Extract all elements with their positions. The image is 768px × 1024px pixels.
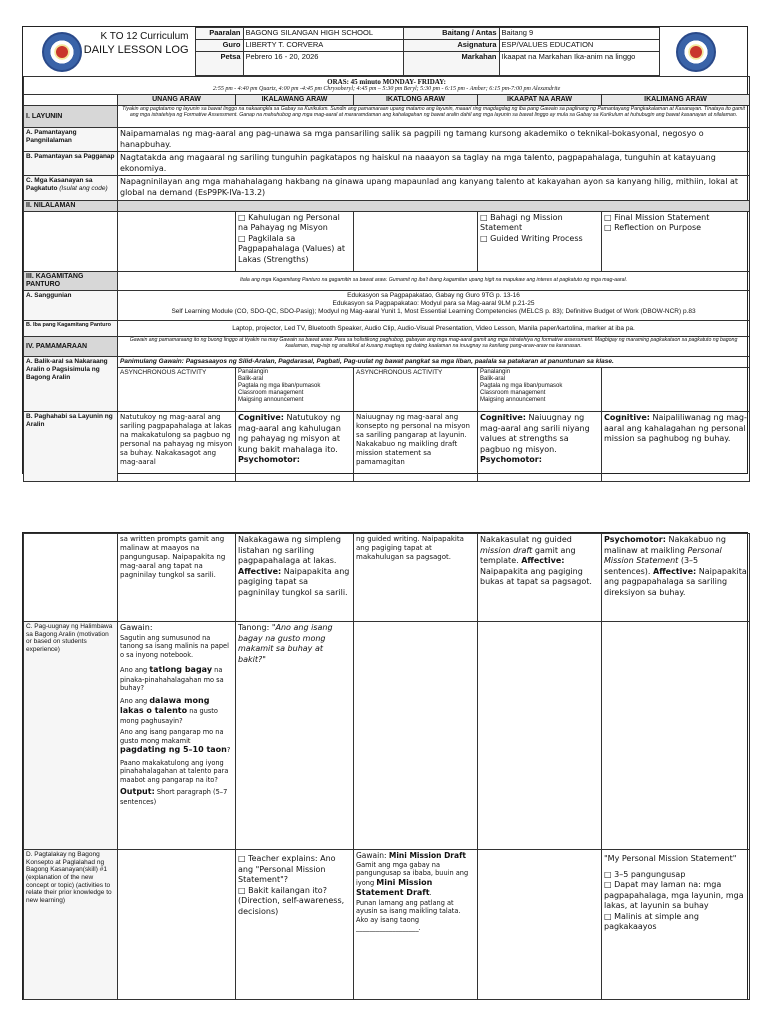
header-table [23,27,749,76]
kasanayan-text: Napagninilayan ang mga mahahalagang hakbang na ginawa upang mapaunlad ang kanyang talento at kakayahan ayon sa kanyang hilig, mithiin, lokal at global na demand (EsP9PK-IVa-13.2) [118,176,750,200]
lesson-table-bottom [23,533,750,1000]
curriculum-label: K TO 12 Curriculum [100,30,189,42]
lesson-table-top [23,76,750,482]
balik-aral-day2-item: Panalangin [238,368,269,375]
paghahabi-day3-cont: ng guided writing. Naipapakita ang pagiging tapat at makahulugan sa pagsagot. [354,534,478,622]
paghahabi-day5-psy-a: Nakakabuo ng malinaw at maikling [604,535,726,555]
pagtalakay-day5-item: □ Dapat may laman na: mga pagpapahalaga, mga layunin, mga lakas, at layunin sa buhay [604,880,744,911]
gawain-title: Gawain: [120,623,153,632]
oras-label: ORAS: 45 minuto MONDAY- FRIDAY: [327,77,446,86]
pagtalakay-day3-line: Ako ay isang taong ___________________. [356,915,421,933]
paghahabi-day5-cog-label: Cognitive: [604,412,650,422]
paghahabi-day5-aff-label: Affective: [653,566,697,576]
nilalaman-day5-item: □ Final Mission Statement [604,212,710,222]
pamantayang-pangnilalaman-label: A. Pamantayang Pangnilalaman [24,128,118,152]
paghahabi-day1: Natutukoy ng mag-aaral ang sariling pagpapahalaga at lakas na makakatulong sa pagbuo ng personal na pahayag ng misyon sa buhay. Nakakasagot ang mag-aaral [118,411,236,481]
layunin-label: I. LAYUNIN [24,106,118,128]
paghahabi-day5-psy-i: Personal Mission Statement [604,545,722,566]
paghahabi-day4-aff-label: Affective: [521,556,565,566]
pagtalakay-day2-item: □ Teacher explains: Ano ang "Personal Mission Statement"? [238,854,336,885]
kasanayan-label: C. Mga Kasanayan sa Pagkatuto [26,177,93,193]
balik-aral-day4-item: Pagtala ng mga liban/pumasok [480,383,563,390]
paaralan-label: Paaralan [195,28,243,40]
day-header-3: IKATLONG ARAW [354,95,478,106]
question-3: Ano ang isang pangarap mo na gusto mong makamit pagdating ng 5–10 taon? [120,728,231,755]
gawain-intro: Sagutin ang sumusunod na tanong sa isang malinis na papel o sa inyong notebook. [120,633,229,659]
balik-aral-day4-item: Classroom management [480,390,546,397]
day-header-2: IKALAWANG ARAW [236,95,354,106]
pag-uugnay-label: C. Pag-uugnay ng Halimbawa sa Bagong Aralin (motivation or based on students experience) [24,622,118,850]
petsa-label: Petsa [195,51,243,75]
day-header-1: UNANG ARAW [118,95,236,106]
paghahabi-day5-psy-b: (3–5 sentences). [604,556,699,576]
page-title: DAILY LESSON LOG [83,44,189,57]
paghahabi-day4-cog: Naiuugnay ng mag-aaral ang sarili niyang values at strengths sa pagbuo ng misyon. [480,412,590,454]
paghahabi-day5-aff: Naipapakita ang pagpapahalaga sa sariling direksiyon sa buhay. [604,566,747,597]
paghahabi-day2-cog: Natutukoy ng mag-aaral ang kahulugan ng pahayag ng misyon at kung bakit mahalaga ito. [238,412,341,454]
balik-aral-day4-item: Balik-aral [480,376,506,383]
asignatura-value: ESP/VALUES EDUCATION [499,39,659,51]
balik-aral-day2-item: Pagtala ng mga liban/pumasok [238,383,321,390]
petsa-value: Pebrero 16 - 20, 2026 [243,51,403,75]
pagtalakay-label: D. Pagtalakay ng Bagong Konsepto at Paglalahad ng Bagong Kasanayan(skill) #1 (explanation of the new concept or topic) (activities to relate their prior knowledge to new learning) [24,850,118,1000]
pamantayan-pagganap-label: B. Pamantayan sa Pagganap [24,152,118,176]
paghahabi-day4-psy-label: Psychomotor: [480,455,542,465]
lesson-log-page-2 [22,532,748,1000]
balik-aral-day4-item: Panalangin [480,368,511,375]
question-1: Ano ang tatlong bagay na pinaka-pinahahalagahan mo sa buhay? [120,665,224,693]
paghahabi-day3: Naiuugnay ng mag-aaral ang konsepto ng personal na misyon sa sariling pangarap at layunin. Nakakabuo ng maikling draft mission statement sa pamamagitan [354,411,478,481]
pamamaraan-text: Gawain ang pamamaraang ito ng buong linggo at tiyakin na may Gawain sa bawat araw. Para sa holistikong paghubog, gabayan ang mga mag-aaral gamit ang mga istratehiya ng formative assessment. Magbigay ng maraming pagkakataon sa pagkatuto ng bagong kaalaman, mag-isip ng analitikal at kusang magtaya ng dating kaalaman na inuugnay sa kanilang pang-araw-araw na karanasan. [118,337,750,357]
pamantayan-pagganap-text: Nagtatakda ang magaaral ng sariling tunguhin pagkatapos ng haiskul na naaayon sa taglay na mga talento, pagpapahalaga, tunguhin at katayuang ekonomiya. [118,152,750,176]
nilalaman-day2-item: □ Pagkilala sa Pagpapahalaga (Values) at Lakas (Strengths) [238,233,345,264]
paaralan-value: BAGONG SILANGAN HIGH SCHOOL [243,28,403,40]
paghahabi-day5-cog: Naipaliliwanag ng mag-aaral ang kahalagahan ng personal mission sa paghubog ng buhay. [604,412,747,444]
paghahabi-day4-cog-label: Cognitive: [480,412,526,422]
pagtalakay-day3-title: Gawain: Mini Mission Draft [356,851,466,860]
paghahabi-day4-psy-i: mission draft [480,545,533,555]
paghahabi-day2-psy: Nakakagawa ng simpleng listahan ng sariling pagpapahalaga at lakas. [238,535,341,566]
pagtalakay-day5-item: □ 3–5 pangungusap [604,869,686,879]
nilalaman-day4-item: □ Guided Writing Process [480,233,583,243]
paghahabi-day2-aff-label: Affective: [238,566,282,576]
markahan-label: Markahan [403,51,499,75]
lesson-log-page-1 [22,26,748,474]
schedule-text: 2:55 pm - 4:40 pm Quartz, 4:00 pm -4:45 pm Chrysoberyl; 4:45 pm – 5:30 pm Beryl; 5:30 pm - 6:15 pm - Amber; 6:15 pm-7:00 pm Alexandrite [212,85,561,92]
balik-aral-day4-item: Maigsing announcement [480,397,546,404]
guro-label: Guro [195,39,243,51]
nilalaman-day2-item: □ Kahulugan ng Personal na Pahayag ng Misyon [238,212,340,233]
day-header-4: IKAAPAT NA ARAW [478,95,602,106]
day-header-5: IKALIMANG ARAW [602,95,750,106]
output-note: Output: Short paragraph (5–7 sentences) [120,787,228,806]
balik-aral-day2-item: Classroom management [238,390,304,397]
balik-aral-day3: ASYNCHRONOUS ACTIVITY [354,367,478,411]
paghahabi-day4-psy-a: Nakakasulat ng guided [480,535,572,544]
balik-aral-label: A. Balik-aral sa Nakaraang Aralin o Pagsisimula ng Bagong Aralin [24,357,118,412]
pagtalakay-day5-title: "My Personal Mission Statement" [604,854,737,863]
balik-aral-day2-item: Maigsing announcement [238,397,304,404]
baitang-value: Baitang 9 [499,28,659,40]
paghahabi-day5-psy-label: Psychomotor: [604,535,666,544]
question-4: Paano makakatulong ang iyong pinahahalagahan at talento para maabot ang pangarap na ito? [120,758,229,784]
baitang-label: Baitang / Antas [403,28,499,40]
sanggunian-line: Edukasyon sa Pagpapakatao: Modyul para sa Mag-aaral 9LM p.21-25 [332,299,535,307]
paghahabi-day2-psy-label: Psychomotor: [238,455,300,465]
kagamitan-label: III. KAGAMITANG PANTURO [24,271,118,291]
nilalaman-day4-item: □ Bahagi ng Mission Statement [480,212,563,233]
pagtalakay-day3-line: Punan lamang ang patlang at ayusin sa isang maikling talata. [356,898,461,916]
paghahabi-day4-aff: Naipapakita ang pagiging bukas at tapat sa pagsagot. [480,566,592,587]
paghahabi-day1-cont: sa written prompts gamit ang malinaw at maayos na pangungusap. Naipapakita ng mag-aaral ang tapat na pagninilay tungkol sa sarili. [118,534,236,622]
kasanayan-note: (Isulat ang code) [59,185,108,193]
kagamitan-text: Itala ang mga Kagamitang Panturo na gagamitin sa bawat araw. Gumamit ng iba't ibang kagamitan upang higit na mapukaw ang interes at pagkatuto ng mga mag-aaral. [118,271,750,291]
sanggunian-line: Edukasyon sa Pagpapakatao, Gabay ng Guro 9TG p. 13-16 [347,292,520,300]
paghahabi-day2-aff: Naipapakita ang pagiging tapat sa pagninilay tungkol sa sarili. [238,566,350,597]
asignatura-label: Asignatura [403,39,499,51]
nilalaman-day5-item: □ Reflection on Purpose [604,223,702,233]
pagtalakay-day2-item: □ Bakit kailangan ito? (Direction, self-awareness, decisions) [238,885,345,916]
iba-pang-kagamitan-label: B. Iba pang Kagamitang Panturo [24,321,118,337]
layunin-text: Tiyakin ang pagtatamo ng layunin sa bawat linggo na nakaangkla sa Gabay sa Kurikulum. Sundin ang pamamaraan upang matamo ang layunin, maaari ring magdagdag ng iba pang Gawain sa paglinang ng Pamantayang Pangkakalaman at Kasanayan. Tinataya ito gamit ang mga istratehiya ng Formative Assessment. Ganap na mahuhubog ang mga mag-aaral at mararamdaman ang kahalagahan ng bawat aralin dahil ang mga layunin sa bawat linggo ay mula sa Gabay sa Kurikulum at huhubugin ang bawat kasanayan at nilalaman. [118,106,750,128]
pagtalakay-day3-intro: Gamit ang mga gabay na pangungusap sa ibaba, buuin ang iyong Mini Mission Statement Draft. [356,860,469,898]
question-2: Ano ang dalawa mong lakas o talento na gusto mong paghusayin? [120,695,218,725]
pamantayang-pangnilalaman-text: Naipamamalas ng mag-aaral ang pag-unawa sa mga pansariling salik sa pagpili ng tamang kursong akademiko o teknikal-bokasyonal, negosyo o hanapbuhay. [118,128,750,152]
balik-aral-day1: ASYNCHRONOUS ACTIVITY [118,367,236,411]
guro-value: LIBERTY T. CORVERA [243,39,403,51]
nilalaman-label: II. NILALAMAN [24,200,118,211]
pag-uugnay-day2: Tanong: "Ano ang isang bagay na gusto mong makamit sa buhay at bakit?" [236,622,354,850]
iba-pang-kagamitan-text: Laptop, projector, Led TV, Bluetooth Speaker, Audio Clip, Audio-Visual Presentation, Video Lesson, Manila paper/kartolina, marker at iba pa. [118,321,750,337]
pamamaraan-label: IV. PAMAMARAAN [24,337,118,357]
panimulang-gawain: Panimulang Gawain: Pagsasaayos ng Silid-Aralan, Pagdarasal, Pagbati, Pag-uulat ng bawat pangkat sa mga liban, paalala sa patakaran at panuntunan sa klase. [118,357,750,368]
markahan-value: Ikaapat na Markahan Ika-anim na linggo [499,51,659,75]
sanggunian-line: Self Learning Module (CO, SDO-QC, SDO-Pasig); Modyul ng Mag-aaral Yunit 1, Most Essential Learning Competencies (MELCS p. 83); Definitive Budget of Work (DBOW-NCR) p.83 [171,307,696,315]
balik-aral-day2-item: Balik-aral [238,376,264,383]
paghahabi-label: B. Paghahabi sa Layunin ng Aralin [24,411,118,481]
pagtalakay-day5-item: □ Malinis at simple ang pagkakaayos [604,911,699,932]
paghahabi-day2-cog-label: Cognitive: [238,412,284,422]
sanggunian-label: A. Sanggunian [24,291,118,321]
paghahabi-day4-psy-b: gamit ang template. [480,545,576,566]
